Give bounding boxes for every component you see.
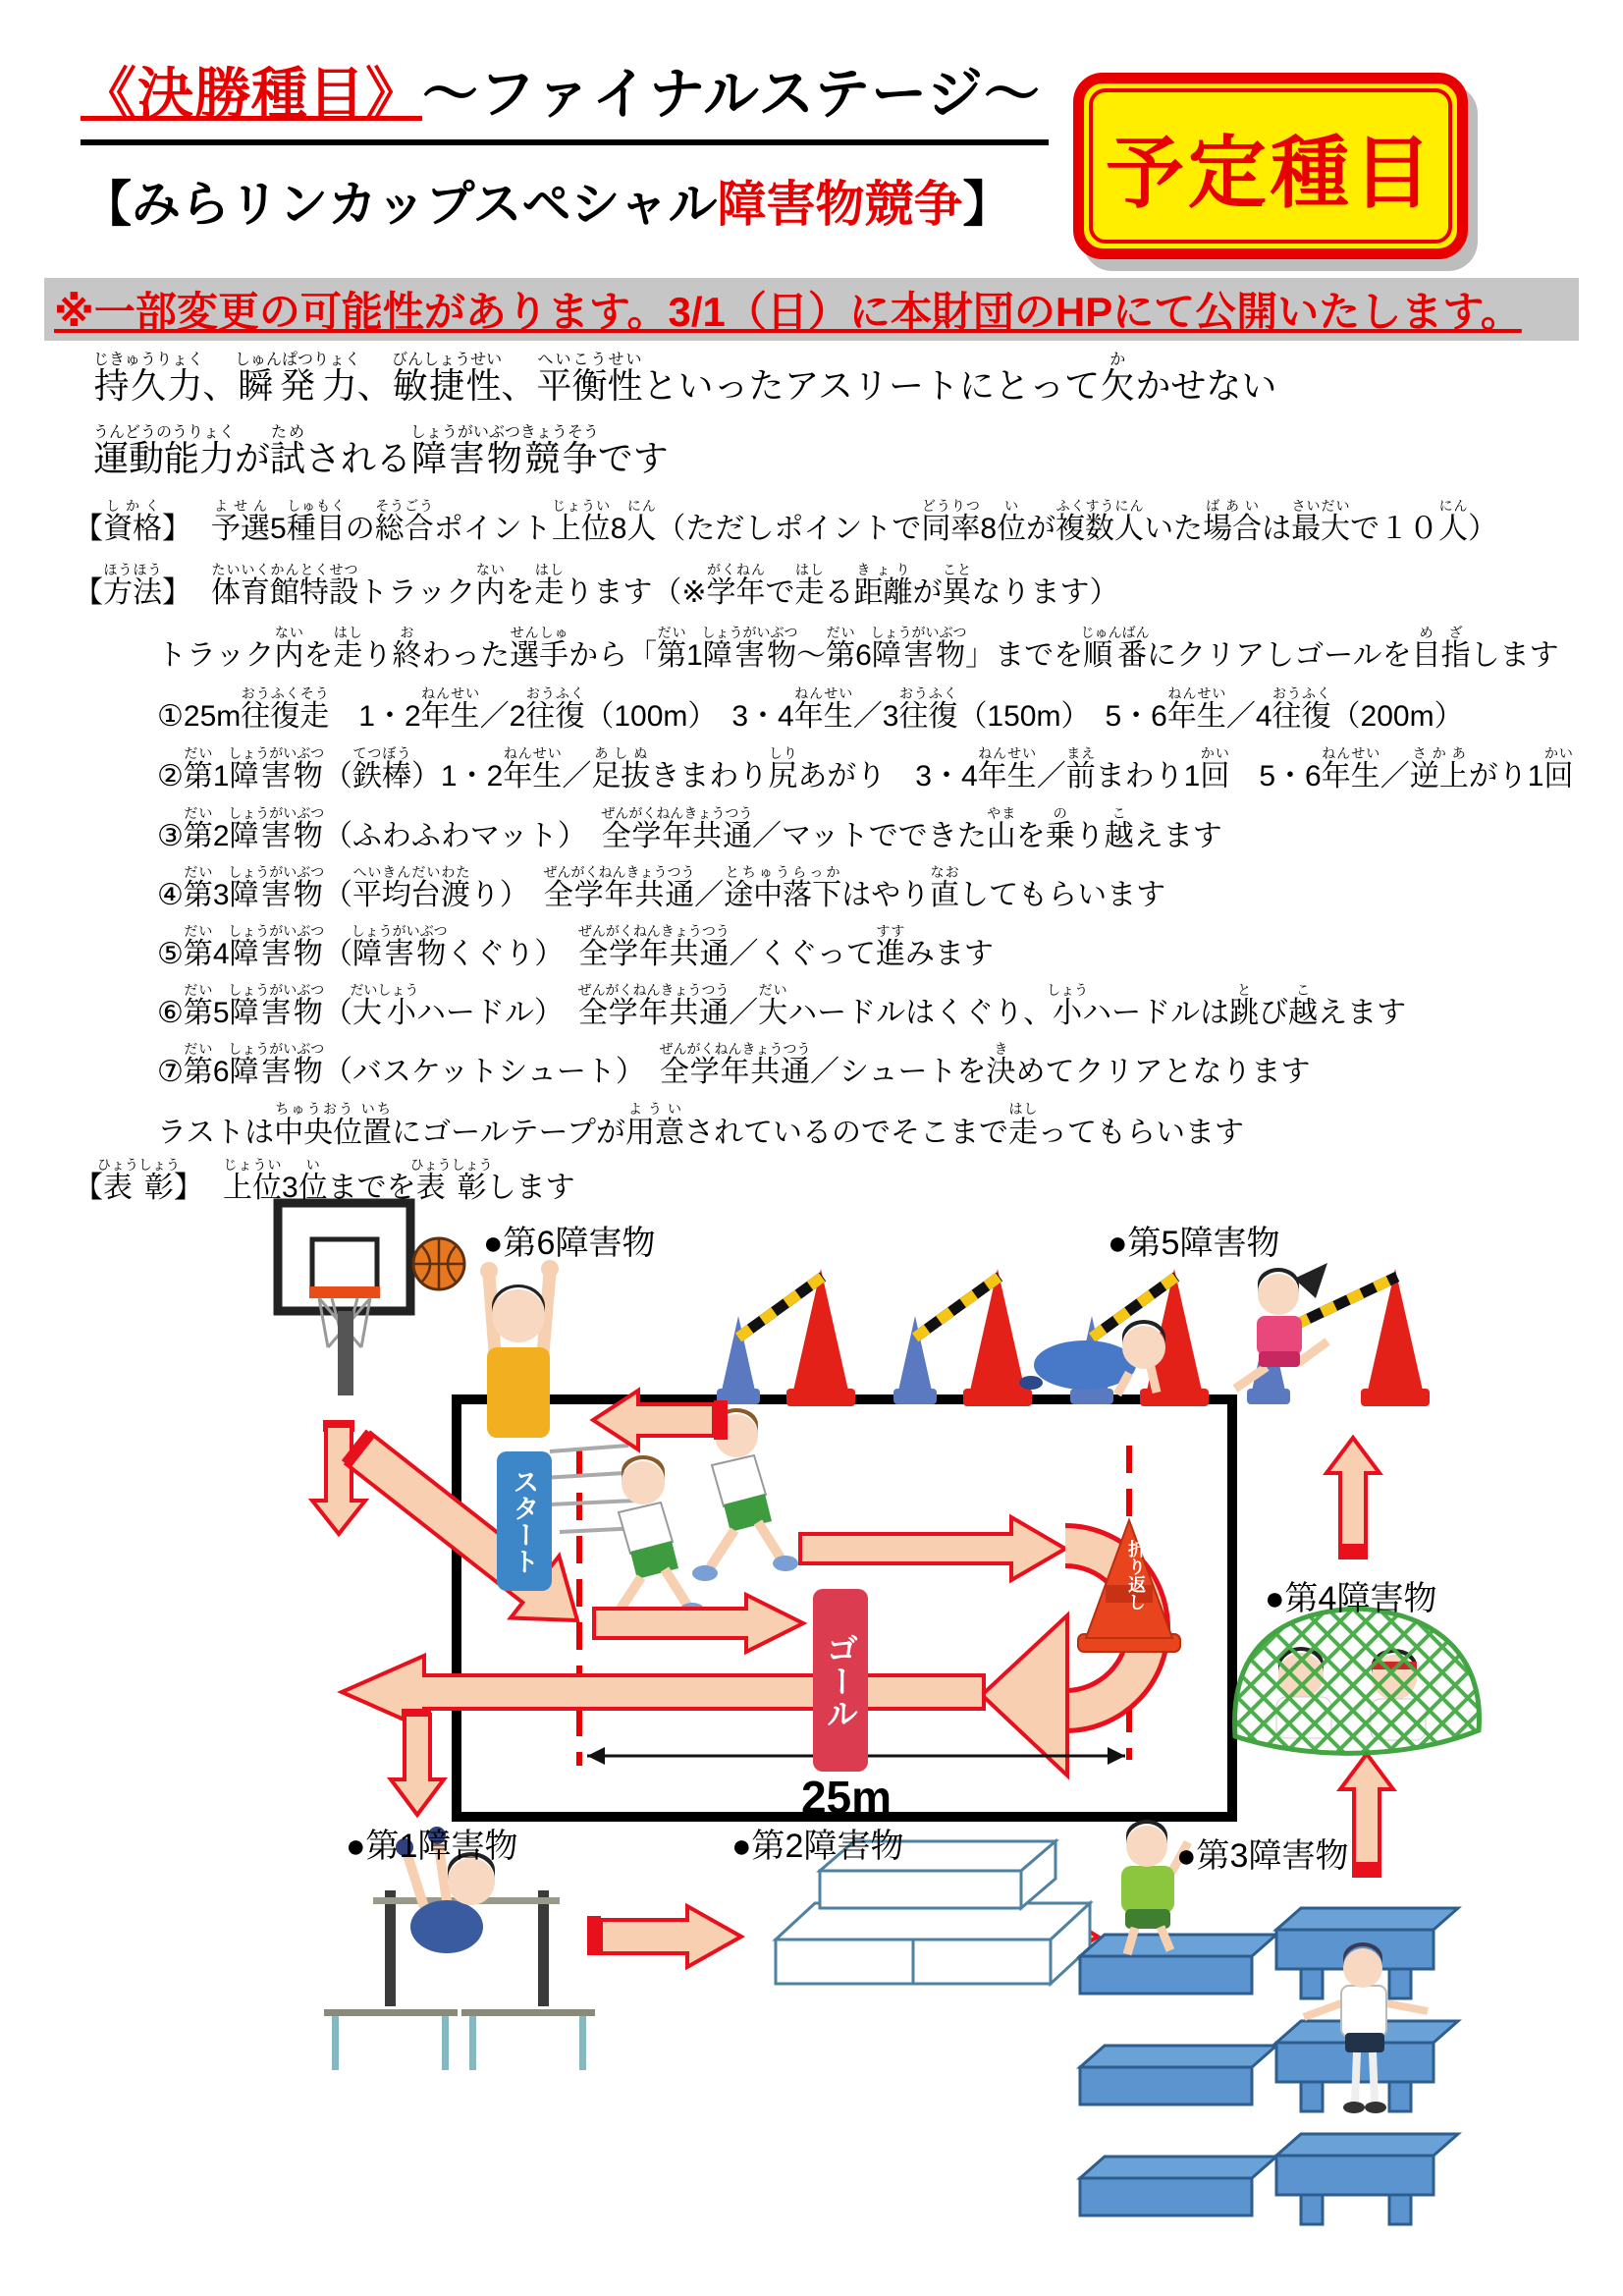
method-label: 【方法ほうほう】 bbox=[74, 562, 191, 609]
subtitle-close: 】 bbox=[962, 177, 1012, 232]
notice-text: ※一部変更の可能性があります。3/1（日）に本財団のHPにて公開いたします。 bbox=[54, 289, 1522, 335]
basketball-icon bbox=[413, 1238, 464, 1289]
planned-events-badge: 予定種目 bbox=[1073, 73, 1468, 259]
notice-strip bbox=[44, 278, 1579, 341]
intro-line-1: 持久力じきゅうりょく、瞬発力しゅんぱつりょく、敏捷性びんしょうせい、平衡性へいこうせいといったアスリートにとって欠かかせない bbox=[93, 352, 1277, 406]
method-row bbox=[74, 562, 1119, 611]
shooting-kid-illustration bbox=[480, 1260, 559, 1438]
balance-beams-illustration bbox=[1080, 1908, 1458, 2224]
award-text: 上位じょうい3位いまでを表彰ひょうしょうします bbox=[223, 1157, 575, 1204]
detail-line-1: ①25m往復走おうふくそう 1・2年生ねんせい／2往復おうふく（100m） 3・4年生ねんせい／3往復おうふく（150m） 5・6年生ねんせい／4往復おうふく（200m） bbox=[157, 685, 1464, 733]
page-title bbox=[81, 49, 1049, 145]
qualification-text: 予選よせん5種目しゅもくの総合そうごうポイント上位じょうい8人にん（ただしポイントで同率どうりつ8位いが複数人ふくすうにんいた場合ばあいは最大さいだいで１０人にん） bbox=[211, 498, 1498, 545]
intro-line-2: 運動能力うんどうのうりょくが試ためされる障害物競争しょうがいぶつきょうそうです bbox=[93, 424, 669, 478]
detail-line-last: ラストは中央位置ちゅうおう いちにゴールテープが用意よういされているのでそこまで走はしってもらいます bbox=[157, 1101, 1245, 1149]
basketball-hoop-icon bbox=[278, 1203, 410, 1395]
distance-label: 25m bbox=[800, 1772, 893, 1823]
title-final-events: 《決勝種目》 bbox=[81, 63, 422, 126]
label-obstacle-5: ●第5障害物 bbox=[1108, 1225, 1280, 1262]
method-text: 体育館たいいくかん特設とくせつトラック内ないを走はしります（※学年がくねんで走はしる距離きょりが異ことなります） bbox=[211, 562, 1119, 609]
detail-line-3: ③第だい2障害物しょうがいぶつ（ふわふわマット） 全学年共通ぜんがくねんきょうつう／マットでできた山やまを乗のり越こえます bbox=[157, 805, 1222, 852]
award-row bbox=[74, 1157, 575, 1206]
subtitle-cup-name: 【みらリンカップスペシャル bbox=[82, 177, 718, 232]
label-obstacle-4: ●第4障害物 bbox=[1265, 1580, 1437, 1617]
detail-line-track: トラック内ないを走はしり終おわった選手せんしゅから「第だい1障害物しょうがいぶつ～第だい6障害物しょうがいぶつ」までを順番じゅんばんにクリアしゴールを目指めざします bbox=[157, 625, 1559, 672]
detail-line-5: ⑤第だい4障害物しょうがいぶつ（障害物しょうがいぶつくぐり） 全学年共通ぜんがくねんきょうつう／くぐって進すすみます bbox=[157, 923, 994, 970]
page-subtitle bbox=[82, 165, 1012, 236]
net-crawl-illustration bbox=[1234, 1609, 1479, 1753]
qualification-label: 【資格しかく】 bbox=[74, 498, 191, 545]
detail-line-4: ④第だい3障害物しょうがいぶつ（平均台渡へいきんだいわたり） 全学年共通ぜんがくねんきょうつう／途中落下とちゅうらっかはやり直なおしてもらいます bbox=[157, 864, 1166, 911]
detail-line-6: ⑥第だい5障害物しょうがいぶつ（大小だいしょうハードル） 全学年共通ぜんがくねんきょうつう／大だいハードルはくぐり、小しょうハードルは跳とび越こえます bbox=[157, 982, 1407, 1029]
title-final-stage: ～ファイナルステージ～ bbox=[422, 63, 1042, 126]
label-obstacle-2: ●第2障害物 bbox=[731, 1828, 904, 1865]
detail-line-7: ⑦第だい6障害物しょうがいぶつ（バスケットシュート） 全学年共通ぜんがくねんきょうつう／シュートを決きめてクリアとなります bbox=[157, 1041, 1311, 1088]
jumping-girl-illustration bbox=[1235, 1263, 1327, 1389]
subtitle-race-name: 障害物競争 bbox=[717, 177, 963, 232]
start-sign: スタート bbox=[497, 1451, 552, 1591]
award-label: 【表彰ひょうしょう】 bbox=[74, 1157, 203, 1204]
turnaround-label: 折り返し bbox=[1126, 1540, 1146, 1611]
goal-sign: ゴール bbox=[813, 1589, 868, 1772]
label-obstacle-3: ●第3障害物 bbox=[1176, 1837, 1349, 1875]
detail-line-2: ②第だい1障害物しょうがいぶつ（鉄棒てつぼう）1・2年生ねんせい／足抜あしぬきまわり尻しりあがり 3・4年生ねんせい／前まえまわり1回かい 5・6年生ねんせい／逆上さかあがり1回かい bbox=[157, 745, 1574, 793]
label-obstacle-6: ●第6障害物 bbox=[483, 1225, 656, 1262]
qualification-row bbox=[74, 498, 1497, 547]
label-obstacle-1: ●第1障害物 bbox=[346, 1828, 518, 1865]
